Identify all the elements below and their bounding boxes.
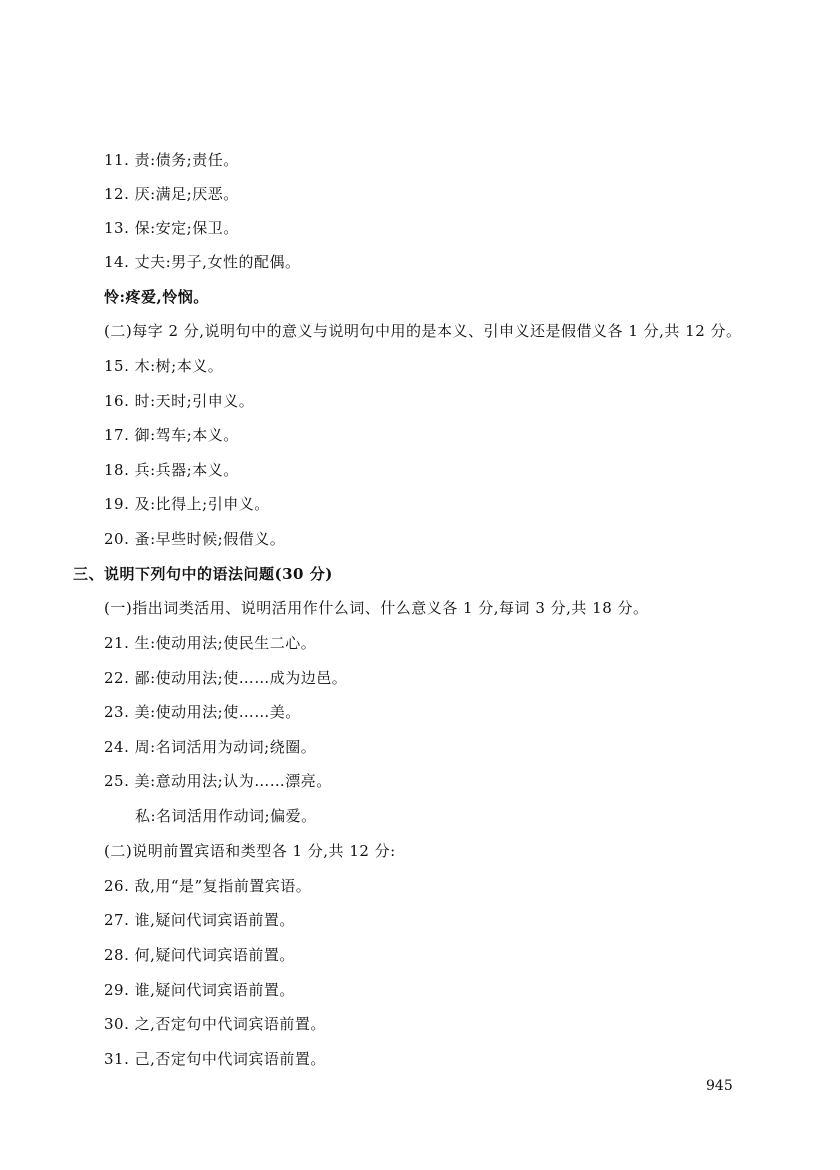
answer-line-18: 18. 兵:兵器;本义。 (104, 461, 239, 479)
answer-line-24: 24. 周:名词活用为动词;绕圈。 (104, 738, 317, 756)
answer-line-29: 29. 谁,疑问代词宾语前置。 (104, 981, 295, 999)
answer-line-17: 17. 御:驾车;本义。 (104, 426, 239, 444)
page-number: 945 (706, 1078, 733, 1094)
answer-line-21: 21. 生:使动用法;使民生二心。 (104, 634, 317, 652)
answer-line-25: 25. 美:意动用法;认为……漂亮。 (104, 772, 332, 790)
answer-line-14-continued: 怜:疼爱,怜悯。 (104, 288, 209, 306)
section-heading-3: 三、说明下列句中的语法问题(30 分) (73, 565, 333, 583)
answer-line-16: 16. 时:天时;引申义。 (104, 392, 255, 410)
answer-line-25-continued: 私:名词活用作动词;偏爱。 (135, 807, 317, 825)
subsection-heading-3-2: (二)说明前置宾语和类型各 1 分,共 12 分: (104, 842, 396, 860)
answer-line-22: 22. 鄙:使动用法;使……成为边邑。 (104, 669, 348, 687)
answer-line-26: 26. 敌,用“是”复指前置宾语。 (104, 877, 312, 895)
answer-line-12: 12. 厌:满足;厌恶。 (104, 185, 239, 203)
answer-line-13: 13. 保:安定;保卫。 (104, 219, 239, 237)
answer-line-28: 28. 何,疑问代词宾语前置。 (104, 946, 295, 964)
answer-line-31: 31. 己,否定句中代词宾语前置。 (104, 1050, 326, 1068)
answer-line-15: 15. 木:树;本义。 (104, 357, 224, 375)
answer-line-19: 19. 及:比得上;引申义。 (104, 495, 270, 513)
answer-line-20: 20. 蚤:早些时候;假借义。 (104, 530, 286, 548)
answer-line-27: 27. 谁,疑问代词宾语前置。 (104, 911, 295, 929)
answer-line-14: 14. 丈夫:男子,女性的配偶。 (104, 253, 301, 271)
subsection-heading-2: (二)每字 2 分,说明句中的意义与说明句中用的是本义、引申义还是假借义各 1 分,共 12 分。 (104, 322, 742, 340)
answer-line-11: 11. 责:债务;责任。 (104, 151, 239, 169)
answer-line-23: 23. 美:使动用法;使……美。 (104, 703, 301, 721)
answer-line-30: 30. 之,否定句中代词宾语前置。 (104, 1015, 326, 1033)
subsection-heading-3-1: (一)指出词类活用、说明活用作什么词、什么意义各 1 分,每词 3 分,共 18 分。 (104, 599, 649, 617)
